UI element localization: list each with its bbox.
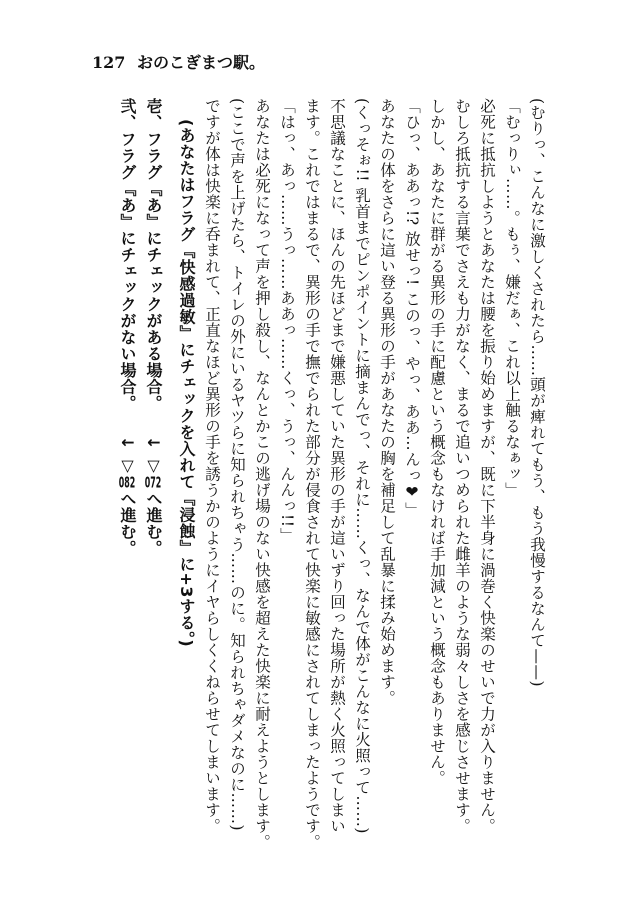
paragraph: 不思議なことに、ほんの先ほどまで嫌悪していた異形の手が這いずり回った場所が熱く火照ってしまい [328, 98, 346, 834]
instruction-line: (あなたはフラグ『快感過敏』にチェックを入れて『浸蝕』に+3する。) [177, 118, 196, 647]
choice-2[interactable] [114, 98, 140, 818]
paragraph: 「むっりぃ……。もぅ、嫌だぁ、これ以上触るなぁッ」 [503, 98, 521, 498]
paragraph: むしろ抵抗する言葉でさえも力がなく、まるで追いつめられた雌羊のような弱々しさを感じさせます。 [453, 98, 471, 834]
paragraph: あなたの体をさらに這い登る異形の手があなたの胸を補足して乱暴に揉み始めます。 [378, 98, 396, 706]
paragraph: 「はっ、あっ……うっ……ああっ……くっ、うっ、んんっ!!」 [278, 98, 296, 544]
paragraph: (ここで声を上げたら、トイレの外にいるヤツらに知られちゃう……のに。知られちゃダメなのに……) [228, 98, 246, 832]
choice-1-target: 072 [144, 474, 162, 490]
choice-1[interactable] [140, 98, 166, 818]
paragraph: 「ひっ、ああっ!? 放せっ! このっ、やっ、ああ…んっ❤」 [403, 98, 421, 518]
choice-2-label: 弐、フラグ『あ』にチェックがない場合。 [118, 98, 137, 412]
choice-2-suffix: へ進む。 [118, 489, 137, 556]
page-header [92, 50, 265, 73]
choice-1-label: 壱、フラグ『あ』にチェックがある場合。 [144, 98, 163, 412]
paragraph: (むりっ、こんなに激しくされたら……頭が痺れてもう、もう我慢するなんて——) [528, 98, 546, 688]
vertical-text-column [114, 98, 549, 850]
paragraph: (くっそぉ!! 乳首までピンポイントに摘まんでっ、それに……くっ、なんで体がこんなに火照って……) [353, 98, 371, 834]
choice-2-arrow-icon: ↓ ▽ [118, 435, 137, 475]
paragraph: しかし、あなたに群がる異形の手に配慮という概念もなければ手加減という概念もありません。 [428, 98, 446, 786]
page-number: 127 [92, 53, 126, 72]
paragraph: あなたは必死になって声を押し殺し、なんとかこの逃げ場のない快感を超えた快楽に耐えようとします。 [253, 98, 271, 850]
choice-2-jump [118, 436, 137, 556]
choice-2-target: 082 [118, 474, 136, 490]
choice-1-arrow-icon: ↓ ▽ [144, 435, 163, 475]
choice-1-jump [144, 436, 163, 556]
paragraph: 必死に抵抗しようとあなたは腰を振り始めますが、既に下半身に渦巻く快楽のせいで力が入りません。 [478, 98, 496, 834]
paragraph: ます。これではまるで、異形の手で撫でられた部分が侵食されて快楽に敏感にされてしまったようです。 [303, 98, 321, 850]
paragraph: ですが体は快楽に呑まれて、正直なほど異形の手を誘うかのようにイヤらしくくねらせてしまいます。 [203, 98, 221, 834]
book-title: おのこぎまつ駅。 [136, 53, 265, 72]
choice-1-suffix: へ進む。 [144, 489, 163, 556]
